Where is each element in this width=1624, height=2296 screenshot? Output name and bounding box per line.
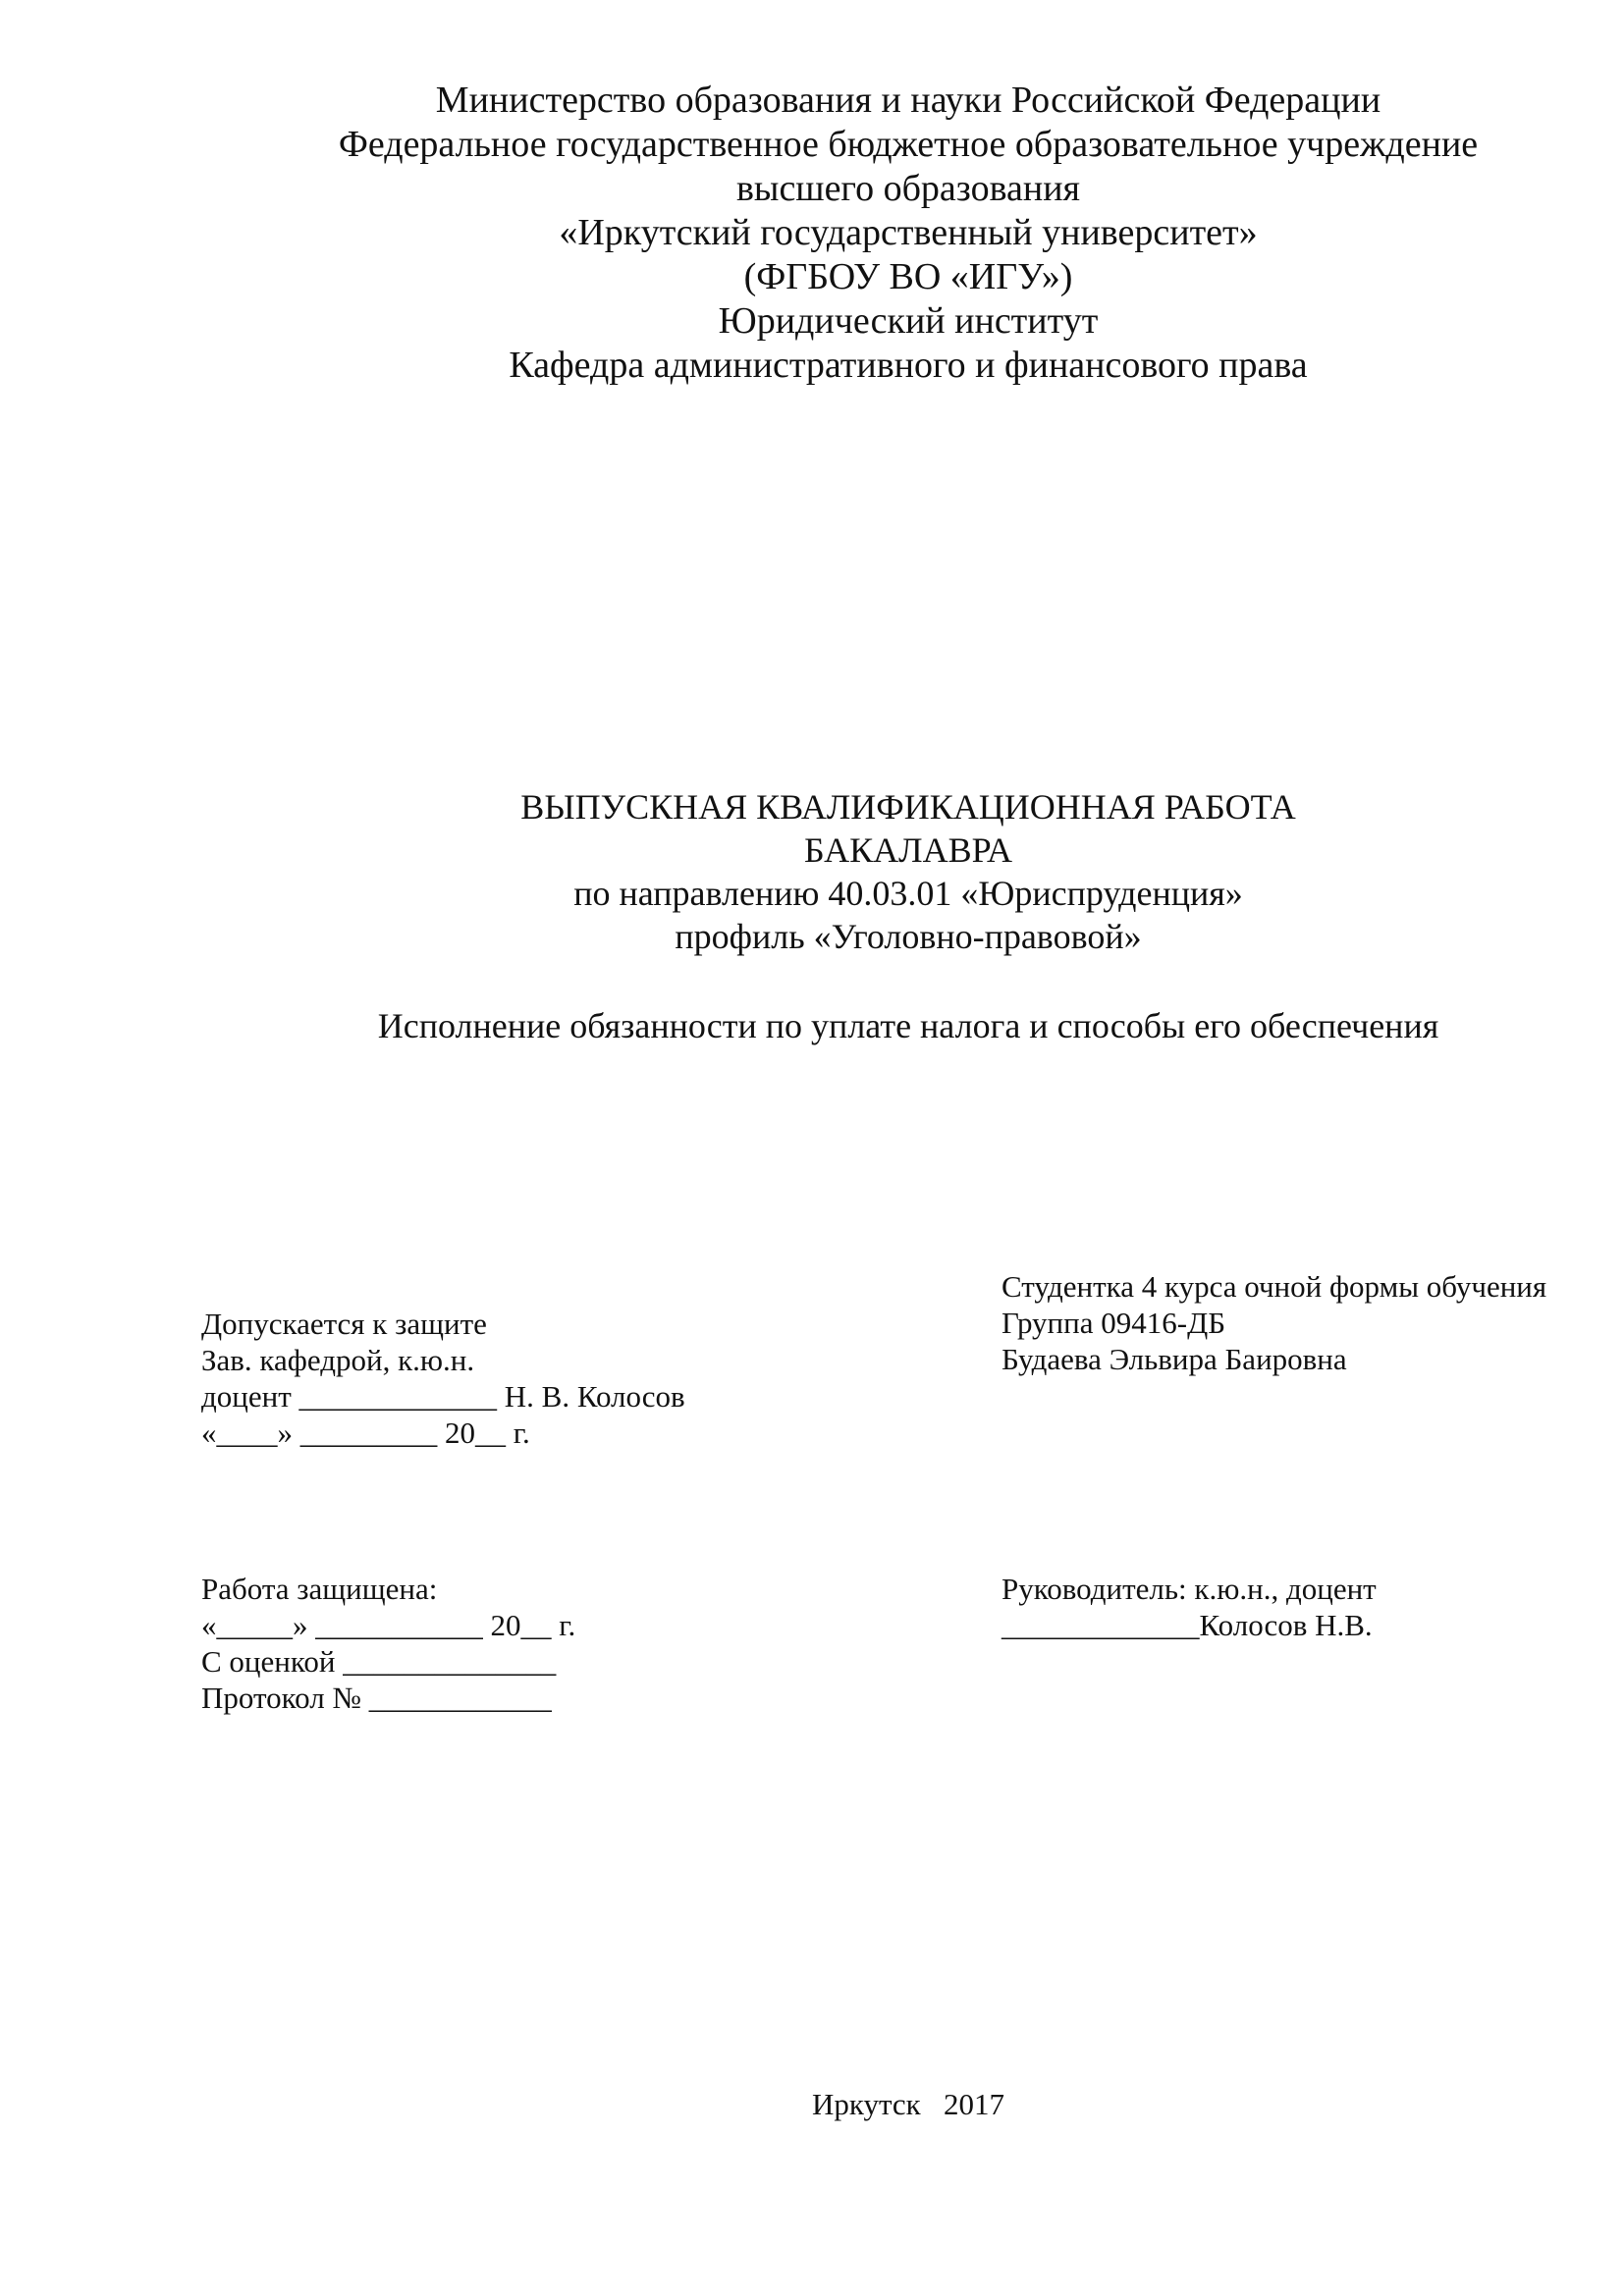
grade-line: С оценкой ______________ xyxy=(201,1644,557,1679)
head-signature-line: доцент _____________ Н. В. Колосов xyxy=(201,1379,685,1414)
work-type-line: ВЫПУСКНАЯ КВАЛИФИКАЦИОННАЯ РАБОТА xyxy=(520,787,1296,827)
student-course-line: Студентка 4 курса очной формы обучения xyxy=(1001,1269,1547,1304)
work-topic: Исполнение обязанности по уплате налога и способы его обеспечения xyxy=(377,1006,1439,1045)
institution-type-line: Федеральное государственное бюджетное образовательное учреждение xyxy=(338,124,1479,165)
work-direction-line: по направлению 40.03.01 «Юриспруденция» xyxy=(573,874,1243,913)
defense-date-line: «_____» ___________ 20__ г. xyxy=(201,1608,576,1642)
university-abbr-line: (ФГБОУ ВО «ИГУ») xyxy=(743,256,1073,297)
admission-date-line: «____» _________ 20__ г. xyxy=(201,1415,530,1450)
head-of-department-line: Зав. кафедрой, к.ю.н. xyxy=(201,1343,475,1377)
defense-info xyxy=(201,1571,575,1716)
ministry-line: Министерство образования и науки Российской Федерации xyxy=(435,80,1381,121)
department-line: Кафедра административного и финансового права xyxy=(509,345,1308,386)
work-degree-line: БАКАЛАВРА xyxy=(803,830,1013,870)
city-year: Иркутск 2017 xyxy=(811,2087,1004,2121)
institution-header xyxy=(0,79,1624,388)
education-level-line: высшего образования xyxy=(735,168,1081,209)
student-name-line: Будаева Эльвира Баировна xyxy=(1001,1342,1347,1376)
defended-line: Работа защищена: xyxy=(201,1572,438,1606)
supervisor-title-line: Руководитель: к.ю.н., доцент xyxy=(1001,1572,1377,1606)
institute-line: Юридический институт xyxy=(718,300,1099,342)
work-title xyxy=(0,785,1624,958)
admission-line: Допускается к защите xyxy=(201,1307,487,1341)
supervisor-info xyxy=(1001,1571,1377,1643)
student-group-line: Группа 09416-ДБ xyxy=(1001,1306,1226,1340)
university-name-line: «Иркутский государственный университет» xyxy=(559,212,1258,253)
work-profile-line: профиль «Уголовно-правовой» xyxy=(675,917,1142,956)
protocol-line: Протокол № ____________ xyxy=(201,1681,552,1715)
admission-info xyxy=(201,1306,685,1451)
supervisor-signature-line: _____________Колосов Н.В. xyxy=(1001,1608,1373,1642)
student-info xyxy=(1001,1268,1546,1377)
